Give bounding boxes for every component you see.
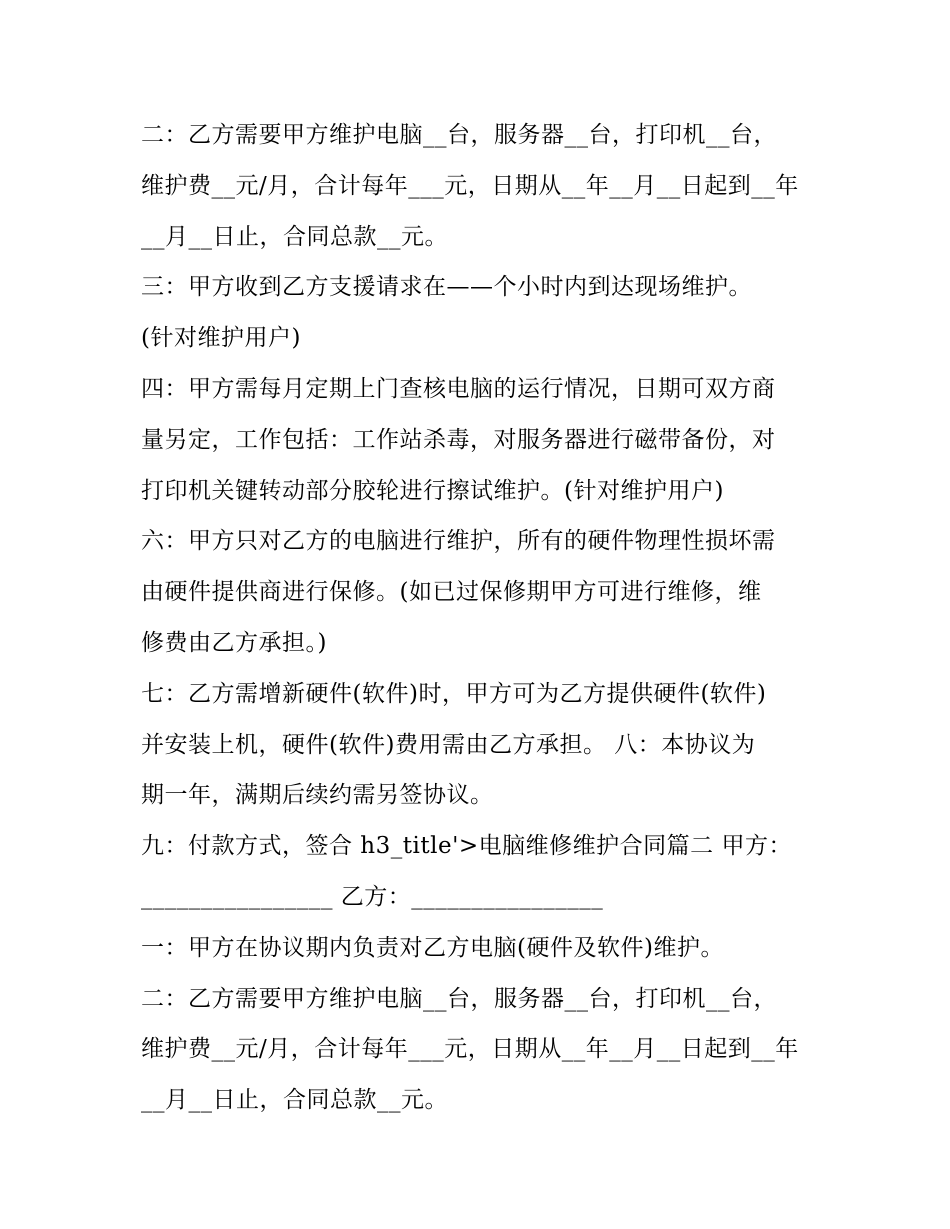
text-line: 二：乙方需要甲方维护电脑__台，服务器__台，打印机__台， [141,985,777,1012]
text-line: 四：甲方需每月定期上门查核电脑的运行情况，日期可双方商 [141,375,776,402]
text-line: 维护费__元/月，合计每年___元，日期从__年__月__日起到__年 [141,1036,799,1063]
document-body [141,110,831,1126]
text-line: 七：乙方需增新硬件(软件)时，甲方可为乙方提供硬件(软件) [141,680,767,707]
signature-line: ________________ 乙方：________________ [141,883,604,910]
text-line: 打印机关键转动部分胶轮进行擦试维护。(针对维护用户) [141,477,724,504]
text-line: __月__日止，合同总款__元。 [141,223,448,250]
text-line: 量另定，工作包括：工作站杀毒，对服务器进行磁带备份，对 [141,426,776,453]
text-line: 九：付款方式，签合 h3_title'>电脑维修维护合同篇二 甲方： [141,833,792,860]
text-line: 二：乙方需要甲方维护电脑__台，服务器__台，打印机__台， [141,122,777,148]
text-line: 由硬件提供商进行保修。(如已过保修期甲方可进行维修，维 [141,579,762,606]
text-line: 期一年，满期后续约需另签协议。 [141,782,494,809]
text-line: (针对维护用户) [141,325,301,352]
text-line: 六：甲方只对乙方的电脑进行维护，所有的硬件物理性损坏需 [141,528,776,555]
text-line: 三：甲方收到乙方支援请求在——个小时内到达现场维护。 [141,274,752,301]
text-line: __月__日止，合同总款__元。 [141,1087,448,1114]
text-line: 修费由乙方承担。) [141,629,327,656]
text-line: 一：甲方在协议期内负责对乙方电脑(硬件及软件)维护。 [141,934,724,961]
text-line: 并安装上机，硬件(软件)费用需由乙方承担。 八：本协议为 [141,731,756,758]
text-line: 维护费__元/月，合计每年___元，日期从__年__月__日起到__年 [141,172,799,199]
